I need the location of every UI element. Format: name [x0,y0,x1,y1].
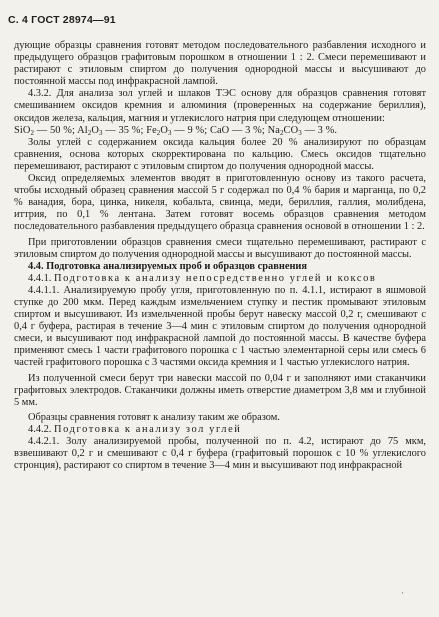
section-heading-4-4-2 [14,424,426,436]
page-header: С. 4 ГОСТ 28974—91 [8,14,116,26]
section-number-4-4-2: 4.4.2. [28,423,54,435]
paragraph-4-4-2-1: 4.4.2.1. Золу анализируемой пробы, полученной по п. 4.2, истирают до 75 мкм, взвешивают 0,2 г и смешивают с 0,4 г буфера (графитовый порошок с 10 % углекислого стронция), растирают со спиртом в течение 3—4 мин и высушивают под инфракрасной [14,436,426,472]
paragraph-reference-samples: Образцы сравнения готовят к анализу таким же образом. [28,411,280,423]
sio2-value: — 50 %; [34,124,78,136]
sio2-label: SiO [14,124,31,136]
oxide-ratio-formula [14,125,426,137]
document-body [14,40,426,472]
section-number-4-4-1: 4.4.1. [28,272,54,284]
fe2o3-subscript-1: 2 [156,128,161,137]
paragraph-continuation: дующие образцы сравнения готовят методом последовательного разбавления исходного и предыдущего образцов графитовым порошком в отношении 1 : 2. Смеси перемешивают и растирают с этиловым спиртом до получения однородной массы и высушивают до постоянной массы под инфракрасной лампой. [14,40,426,88]
al2o3-subscript-2: 3 [98,128,103,137]
paragraph-electrodes: Из полученной смеси берут три навески массой по 0,04 г и заполняют ими стаканчики графитовых электродов. Стаканчики должны иметь отверстие диаметром 3,8 мм и глубиной 5 мм. [14,372,426,408]
fe2o3-value: — 9 %; [171,124,210,136]
fe2o3-oxygen: O [160,124,168,136]
section-heading-4-4-1 [14,273,426,285]
fe2o3-subscript-2: 3 [168,128,172,137]
al2o3-subscript-1: 2 [87,128,92,137]
scan-mark: ' [402,592,404,599]
al2o3-oxygen: O [91,124,99,136]
paragraph-4-3-2: 4.3.2. Для анализа зол углей и шлаков ТЭС основу для образцов сравнения готовят смешиванием оксидов кремния и алюминия (проверенных на содержание бериллия), оксидов железа, кальция, магния и углекислого натрия при следующем отношении: [14,88,426,124]
section-heading-4-4: 4.4. Подготовка анализируемых проб и образцов сравнения [28,260,308,272]
cao-value: CaO — 3 %; [209,124,268,136]
section-title-4-4-2: Подготовка к анализу зол углей [53,423,242,435]
fe2o3-label: Fe [146,124,157,136]
sio2-subscript: 2 [30,128,35,137]
paragraph-oxide-elements: Оксид определяемых элементов вводят в приготовленную основу из такого расчета, чтобы исходный образец сравнения массой 5 г содержал по 0,4 % бария и марганца, по 0,2 % ванадия, бора, цинка, никеля, кобальта, свинца, меди, бериллия, галлия, молибдена, иттрия, по 0,1 % лентана. Затем готовят восемь образцов сравнения методом последовательного разбавления предыдущего образца сравнения основой в отношении 1 : 2. [14,173,426,233]
al2o3-value: — 35 %; [102,124,147,136]
al2o3-label: Al [77,124,88,136]
na2co3-value: — 3 %. [301,124,338,136]
section-title-4-4-1: Подготовка к анализу непосредственно углей и коксов [53,272,377,284]
paragraph-mixing: При приготовлении образцов сравнения смеси тщательно перемешивают, растирают с этиловым спиртом до получения однородной массы и высушивают до постоянной массы. [14,236,426,260]
na2co3-subscript-2: 3 [298,128,302,137]
paragraph-4-4-1-1: 4.4.1.1. Анализируемую пробу угля, приготовленную по п. 4.1.1, истирают в яшмовой ступке до 200 мкм. Перед каждым измельчением ступку и пестик промывают этиловым спиртом и высушивают. Из измельченной пробы берут навеску массой 0,2 г, смешивают с 0,4 г буфера, растирая в течение 3—4 мин с этиловым спиртом до получения однородной смеси, и высушивают под инфракрасной лампой до постоянной массы. В качестве буфера применяют смесь 1 части графитового порошка с 1 частью элементарной серы или смесь 6 частей графитового порошка с 3 частями оксида кремния и 1 частью углекислого натрия. [14,284,426,369]
na2co3-carbonate: CO [283,124,299,136]
na2co3-label: Na [267,124,280,136]
na2co3-subscript-1: 2 [279,128,284,137]
paragraph-ash-calcium: Золы углей с содержанием оксида кальция более 20 % анализируют по образцам сравнения, основа которых скорректирована по кальцию. Смесь оксидов тщательно перемешивают, растирают с этиловым спиртом до получения однородной массы. [14,136,426,172]
